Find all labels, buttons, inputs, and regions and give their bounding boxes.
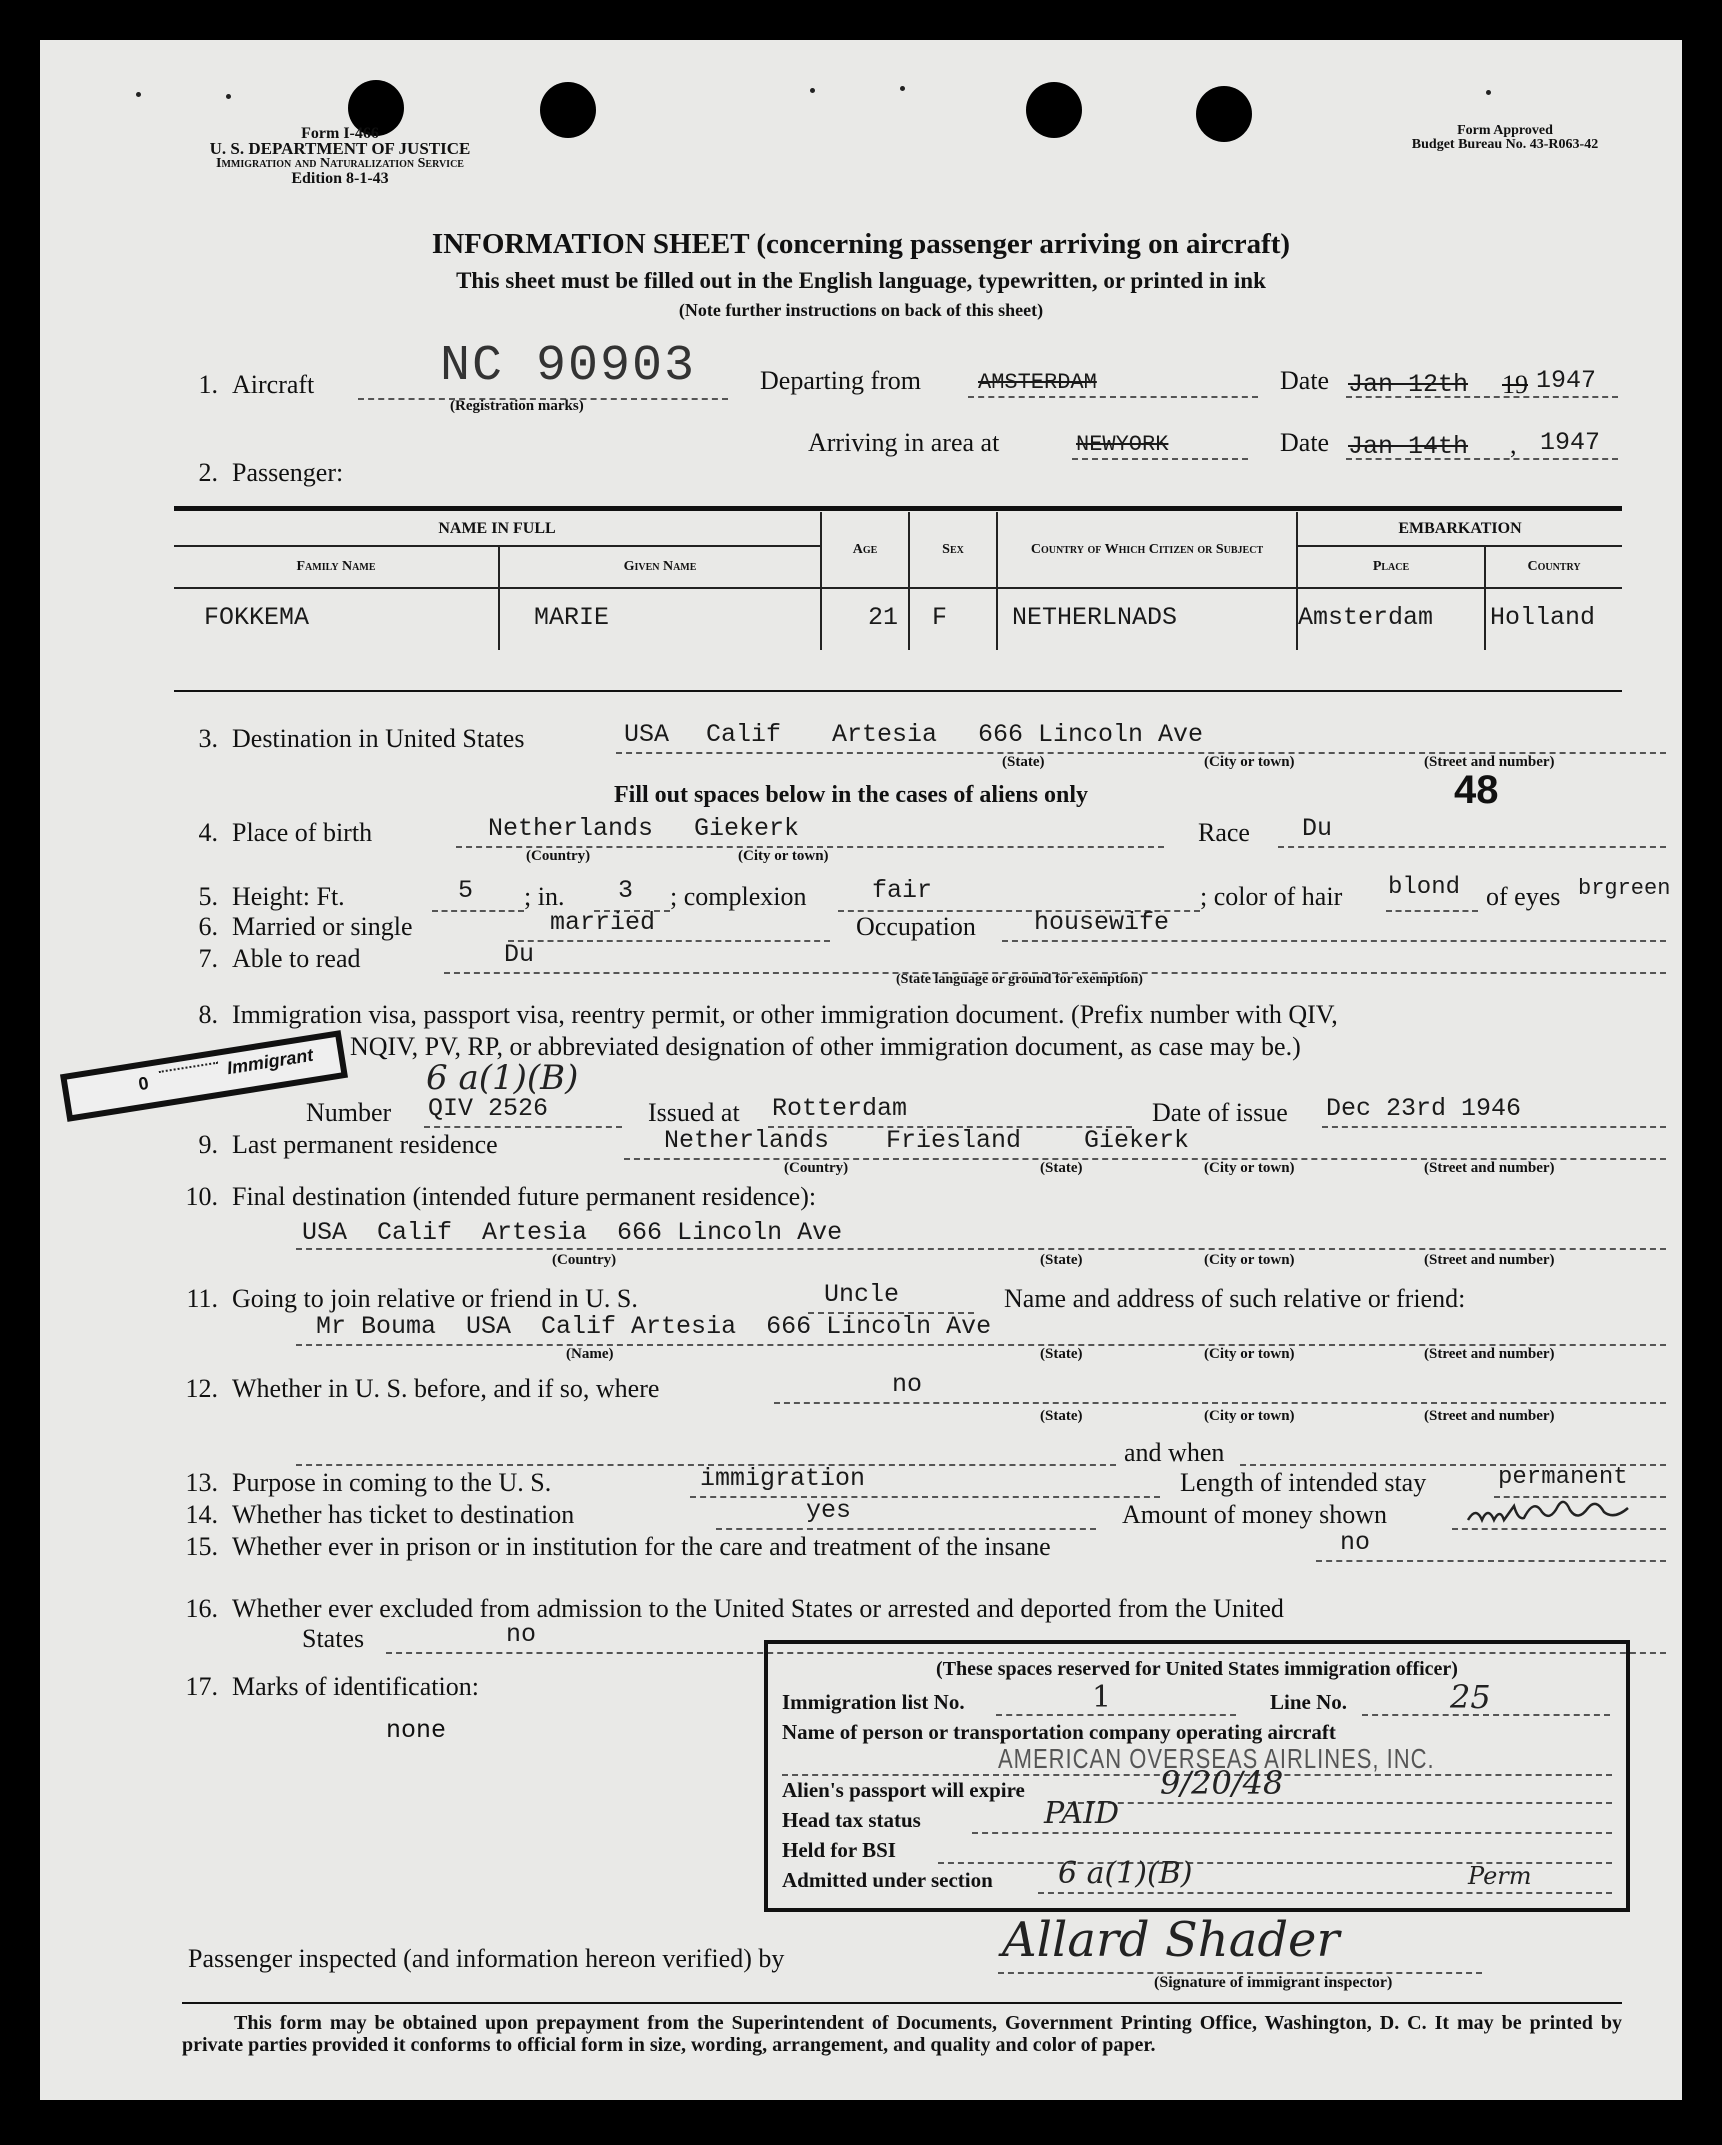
- caption-city: (City or town): [1204, 1252, 1295, 1268]
- ticket-label: 14. Whether has ticket to destination: [185, 1500, 575, 1529]
- form-note: (Note further instructions on back of this sheet): [678, 300, 1044, 320]
- list-value: 1: [1092, 1680, 1112, 1715]
- race-label: Race: [1198, 818, 1250, 847]
- tax-value: PAID: [1044, 1796, 1119, 1831]
- punch-hole: [1196, 86, 1252, 142]
- form-number: Form I-466: [301, 125, 379, 142]
- cell-place: Amsterdam: [1297, 588, 1485, 650]
- th-family-name: Family Name: [174, 546, 499, 588]
- stamp-word: Immigrant: [225, 1044, 315, 1079]
- excluded-label-2: States: [302, 1624, 365, 1653]
- caption-city: (City or town): [738, 848, 829, 864]
- inspector-signature: Allard Shader: [1002, 1912, 1340, 1968]
- passenger-label: 2. Passenger:: [198, 458, 344, 487]
- purpose-value: immigration: [700, 1464, 866, 1493]
- speck: [1486, 90, 1491, 95]
- ticket-value: yes: [806, 1496, 852, 1525]
- line-value: 25: [1450, 1678, 1491, 1716]
- th-country: Country of Which Citizen or Subject: [997, 512, 1297, 588]
- final-value: USA Calif Artesia 666 Lincoln Ave: [302, 1218, 843, 1247]
- handwritten-48: 48: [1454, 768, 1499, 812]
- aircraft-registration: NC 90903: [440, 338, 697, 395]
- caption-state: (State): [1040, 1252, 1083, 1268]
- money-scribble: [1464, 1496, 1664, 1530]
- aliens-note: Fill out spaces below in the cases of aliens only: [614, 782, 1089, 808]
- tax-label: Head tax status: [782, 1808, 921, 1832]
- passenger-table: [174, 512, 1622, 650]
- visa-label-2: NQIV, PV, RP, or abbreviated designation of other immigration document, as case may be.): [350, 1032, 1301, 1061]
- birth-label: 4. Place of birth: [198, 818, 373, 847]
- th-name-in-full: NAME IN FULL: [174, 512, 821, 546]
- final-label: 10. Final destination (intended future permanent residence):: [185, 1182, 817, 1211]
- married-label: 6. Married or single: [198, 912, 413, 941]
- visa-label: 8. Immigration visa, passport visa, reentry permit, or other immigration document. (Prefix number with QIV,: [198, 1000, 1338, 1029]
- join-value: Uncle: [824, 1280, 900, 1309]
- punch-hole: [1026, 82, 1082, 138]
- departing-label: Departing from: [760, 366, 922, 395]
- married-value: married: [550, 908, 656, 937]
- visa-number: QIV 2526: [428, 1094, 549, 1123]
- hair-value: blond: [1388, 874, 1461, 901]
- destination-country: USA: [624, 720, 670, 749]
- join-label: 11. Going to join relative or friend in U. S.: [186, 1284, 638, 1313]
- registration-caption: (Registration marks): [450, 398, 584, 414]
- bsi-label: Held for BSI: [782, 1838, 896, 1862]
- departing-value: AMSTERDAM: [978, 370, 1097, 395]
- caption-street: (Street and number): [1424, 1160, 1555, 1176]
- occupation-value: housewife: [1034, 908, 1170, 937]
- destination-city: Artesia: [832, 720, 938, 749]
- purpose-label: 13. Purpose in coming to the U. S.: [185, 1468, 552, 1497]
- destination-state: Calif: [706, 720, 782, 749]
- company-label: Name of person or transportation company operating aircraft: [782, 1720, 1336, 1744]
- speck: [810, 88, 815, 93]
- service-name: Immigration and Naturalization Service: [216, 156, 464, 171]
- complexion-label: ; complexion: [670, 882, 807, 911]
- height-in: 3: [618, 876, 634, 905]
- eyes-value: brgreen: [1578, 876, 1671, 901]
- excluded-label: 16. Whether ever excluded from admission to the United States or arrested and deported from the United: [185, 1594, 1284, 1623]
- caption-state: (State): [1040, 1408, 1083, 1424]
- th-place: Place: [1297, 546, 1485, 588]
- list-label: Immigration list No.: [782, 1690, 965, 1714]
- date1-year-print: 19: [1502, 370, 1528, 399]
- th-age: Age: [821, 512, 909, 588]
- before-label: 12. Whether in U. S. before, and if so, where: [185, 1374, 660, 1403]
- caption-city: (City or town): [1204, 1346, 1295, 1362]
- company-stamp: AMERICAN OVERSEAS AIRLINES, INC.: [998, 1742, 1435, 1774]
- caption-state: (State): [1002, 754, 1045, 770]
- caption-country: (Country): [784, 1160, 849, 1176]
- destination-label: 3. Destination in United States: [198, 724, 525, 753]
- speck: [226, 94, 231, 99]
- th-given-name: Given Name: [499, 546, 821, 588]
- excluded-value: no: [506, 1620, 537, 1649]
- date2-comma: ,: [1510, 430, 1517, 459]
- issue-date-label: Date of issue: [1152, 1098, 1288, 1127]
- stamp-value: 0: [136, 1072, 150, 1095]
- speck: [900, 86, 905, 91]
- immigrant-stamp: [60, 1030, 348, 1122]
- join-name-value: Mr Bouma USA Calif Artesia 666 Lincoln Ave: [316, 1312, 992, 1341]
- when-label: and when: [1124, 1438, 1225, 1467]
- inspection-label: Passenger inspected (and information hereon verified) by: [188, 1944, 785, 1973]
- department: U. S. DEPARTMENT OF JUSTICE: [209, 139, 471, 158]
- caption-city: (City or town): [1204, 1160, 1295, 1176]
- th-embarkation: EMBARKATION: [1297, 512, 1622, 546]
- th-sex: Sex: [909, 512, 997, 588]
- birth-country: Netherlands: [488, 814, 654, 843]
- residence-country: Netherlands: [664, 1126, 830, 1155]
- aircraft-label: 1. Aircraft: [198, 370, 315, 399]
- date1-label: Date: [1280, 366, 1330, 395]
- residence-label: 9. Last permanent residence: [198, 1130, 498, 1159]
- stay-label: Length of intended stay: [1180, 1468, 1427, 1497]
- caption-street: (Street and number): [1424, 1252, 1555, 1268]
- passport-label: Alien's passport will expire: [782, 1778, 1025, 1802]
- arriving-value: NEWYORK: [1076, 432, 1169, 457]
- speck: [136, 92, 141, 97]
- passport-value: 9/20/48: [1160, 1764, 1284, 1802]
- issued-label: Issued at: [648, 1098, 740, 1127]
- line-label: Line No.: [1270, 1690, 1348, 1714]
- destination-street: 666 Lincoln Ave: [978, 720, 1204, 749]
- form-header-right: [1370, 124, 1640, 152]
- height-in-label: ; in.: [524, 882, 565, 911]
- height-label: 5. Height: Ft.: [198, 882, 345, 911]
- caption-country: (Country): [552, 1252, 617, 1268]
- form-title: INFORMATION SHEET (concerning passenger arriving on aircraft): [431, 228, 1291, 260]
- date1-year: 1947: [1536, 366, 1597, 395]
- stay-value: permanent: [1498, 1464, 1628, 1491]
- punch-hole: [540, 82, 596, 138]
- cell-country: NETHERLNADS: [997, 588, 1297, 650]
- issue-date: Dec 23rd 1946: [1326, 1094, 1522, 1123]
- marks-label: 17. Marks of identification:: [185, 1672, 479, 1701]
- budget-number: Budget Bureau No. 43-R063-42: [1411, 137, 1599, 152]
- race-value: Du: [1302, 814, 1333, 843]
- visa-handwritten: 6 a(1)(B): [426, 1058, 579, 1098]
- join-name-label: Name and address of such relative or friend:: [1004, 1284, 1466, 1313]
- money-label: Amount of money shown: [1122, 1500, 1388, 1529]
- cell-sex: F: [909, 588, 997, 650]
- cell-emb-country: Holland: [1490, 603, 1596, 632]
- officer-title: (These spaces reserved for United States immigration officer): [936, 1658, 1458, 1680]
- prison-value: no: [1340, 1528, 1371, 1557]
- prison-label: 15. Whether ever in prison or in institution for the care and treatment of the insane: [185, 1532, 1051, 1561]
- complexion-value: fair: [872, 876, 933, 905]
- hair-label: ; color of hair: [1200, 882, 1343, 911]
- before-value: no: [892, 1370, 923, 1399]
- caption-city: (City or town): [1204, 1408, 1295, 1424]
- form-header-left: [160, 126, 520, 186]
- caption-street: (Street and number): [1424, 1346, 1555, 1362]
- date1-value: Jan 12th: [1348, 370, 1469, 399]
- form-subtitle: This sheet must be filled out in the English language, typewritten, or printed in ink: [456, 268, 1266, 293]
- residence-state: Friesland: [886, 1126, 1022, 1155]
- date2-label: Date: [1280, 428, 1330, 457]
- issued-value: Rotterdam: [772, 1094, 908, 1123]
- footer-note: This form may be obtained upon prepayment from the Superintendent of Documents, Government Printing Office, Washington, D. C. It may be printed by private parties provided it conforms to official form in size, wording, arrangement, and quality and color of paper.: [182, 2012, 1622, 2056]
- birth-city: Giekerk: [694, 814, 800, 843]
- edition: Edition 8-1-43: [291, 170, 389, 187]
- read-caption: (State language or ground for exemption): [896, 972, 1143, 987]
- cell-age: 21: [821, 588, 909, 650]
- cell-family-name: FOKKEMA: [174, 588, 499, 650]
- caption-state: (State): [1040, 1346, 1083, 1362]
- date2-value: Jan 14th: [1348, 432, 1469, 461]
- occupation-label: Occupation: [856, 912, 976, 941]
- caption-street: (Street and number): [1424, 754, 1555, 770]
- arriving-label: Arriving in area at: [808, 428, 1000, 457]
- officer-box: [764, 1640, 1630, 1912]
- height-ft: 5: [458, 876, 474, 905]
- form-approved: Form Approved: [1457, 123, 1553, 138]
- section-extra: Perm: [1468, 1862, 1532, 1890]
- section-label: Admitted under section: [782, 1868, 993, 1892]
- date2-year: 1947: [1540, 428, 1601, 457]
- form-sheet: [40, 40, 1682, 2100]
- marks-value: none: [386, 1716, 447, 1745]
- caption-country: (Country): [526, 848, 591, 864]
- cell-given-name: MARIE: [499, 588, 821, 650]
- read-value: Du: [504, 940, 535, 969]
- caption-state: (State): [1040, 1160, 1083, 1176]
- table-row: [174, 588, 1622, 650]
- visa-number-label: Number: [306, 1098, 392, 1127]
- caption-city: (City or town): [1204, 754, 1295, 770]
- th-emb-country: Country: [1485, 546, 1622, 588]
- signature-caption: (Signature of immigrant inspector): [1154, 1974, 1393, 1991]
- eyes-label: of eyes: [1486, 882, 1561, 911]
- read-label: 7. Able to read: [198, 944, 361, 973]
- caption-street: (Street and number): [1424, 1408, 1555, 1424]
- residence-city: Giekerk: [1084, 1126, 1190, 1155]
- section-value: 6 a(1)(B): [1058, 1856, 1193, 1891]
- caption-name: (Name): [566, 1346, 614, 1362]
